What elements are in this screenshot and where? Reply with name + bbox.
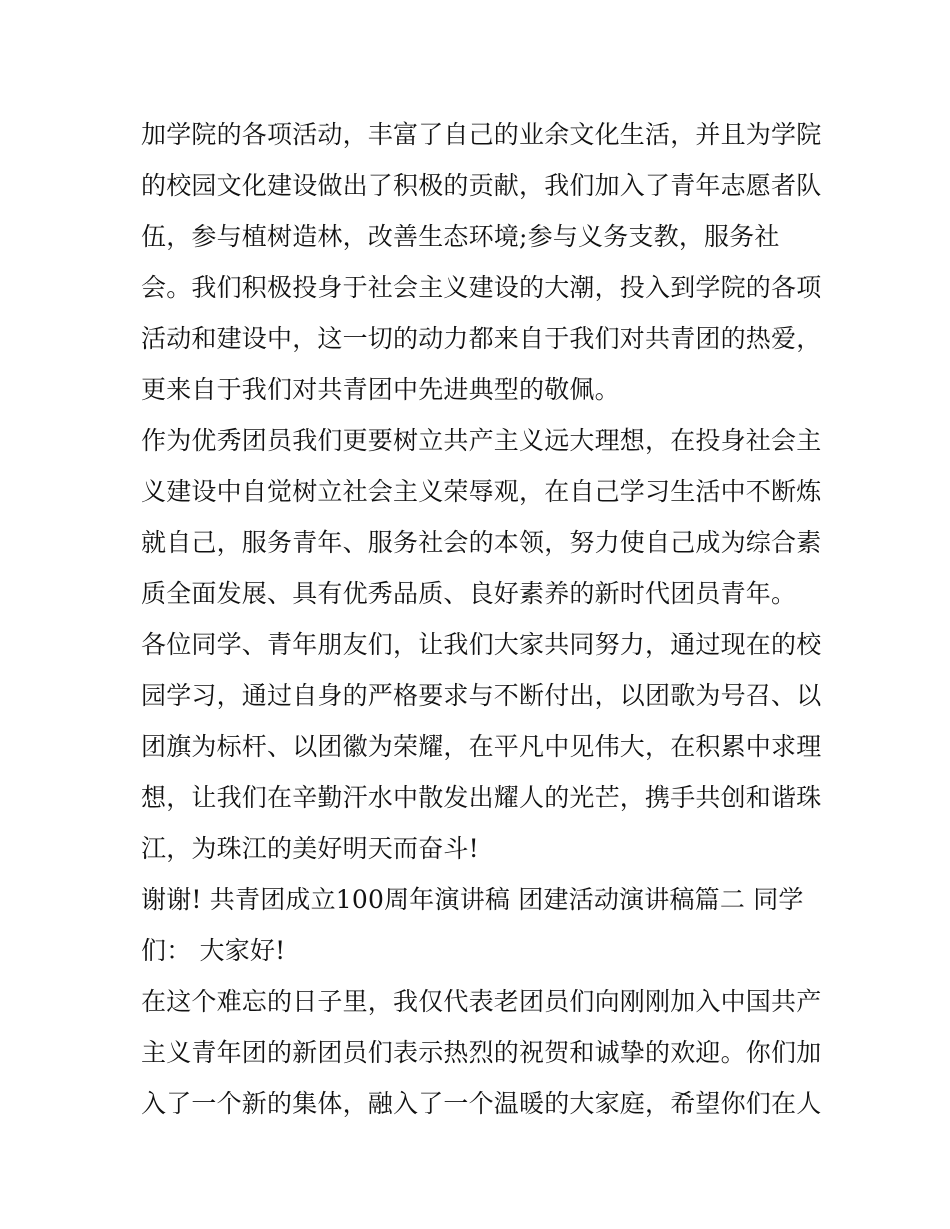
text-line: 主义青年团的新团员们表示热烈的祝贺和诚挚的欢迎。你们加 [141,1038,822,1067]
text-line: 入了一个新的集体，融入了一个温暖的大家庭，希望你们在人 [141,1089,822,1118]
text-line: 各位同学、青年朋友们，让我们大家共同努力，通过现在的校 [141,630,822,659]
text-line: 活动和建设中，这一切的动力都来自于我们对共青团的热爱， [141,324,822,353]
text-line: 更来自于我们对共青团中先进典型的敬佩。 [141,375,620,404]
text-line: 的校园文化建设做出了积极的贡献，我们加入了青年志愿者队 [141,171,822,200]
text-line: 就自己，服务青年、服务社会的本领，努力使自己成为综合素 [141,528,822,557]
text-line: 园学习，通过自身的严格要求与不断付出，以团歌为号召、以 [141,681,822,710]
text-line: 在这个难忘的日子里，我仅代表老团员们向刚刚加入中国共产 [141,987,822,1016]
text-line: 江，为珠江的美好明天而奋斗! [141,834,479,863]
text-line: 们： 大家好! [141,936,286,965]
text-line: 想，让我们在辛勤汗水中散发出耀人的光芒，携手共创和谐珠 [141,783,822,812]
text-line: 会。我们积极投身于社会主义建设的大潮，投入到学院的各项 [141,273,822,302]
text-line: 义建设中自觉树立社会主义荣辱观，在自己学习生活中不断炼 [141,477,822,506]
text-line: 加学院的各项活动，丰富了自己的业余文化生活，并且为学院 [141,120,822,149]
text-line: 伍，参与植树造林，改善生态环境;参与义务支教，服务社 [141,222,780,251]
text-line: 团旗为标杆、以团徽为荣耀，在平凡中见伟大，在积累中求理 [141,732,822,761]
document-body [141,109,831,1129]
text-line: 质全面发展、具有优秀品质、良好素养的新时代团员青年。 [141,579,797,608]
text-line: 作为优秀团员我们更要树立共产主义远大理想，在投身社会主 [141,426,822,455]
text-line: 谢谢! 共青团成立100周年演讲稿 团建活动演讲稿篇二 同学 [141,885,804,914]
